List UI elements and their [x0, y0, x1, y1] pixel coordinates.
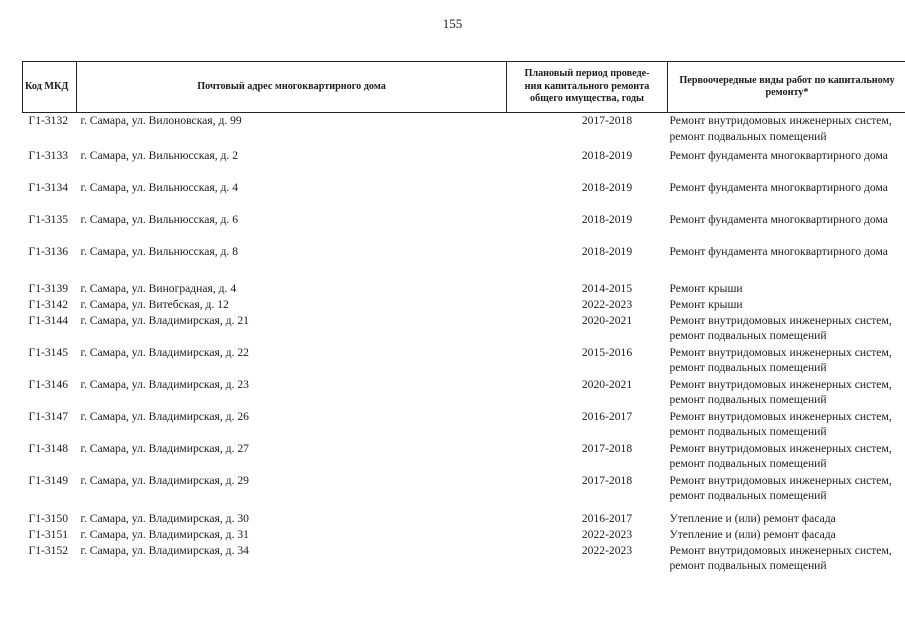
building-address: г. Самара, ул. Владимирская, д. 21	[80, 313, 249, 327]
repair-work-line: Ремонт фундамента многоквартирного дома	[669, 212, 888, 226]
building-address: г. Самара, ул. Владимирская, д. 31	[80, 527, 249, 541]
building-address: г. Самара, ул. Вильнюсская, д. 8	[80, 244, 239, 258]
building-address: г. Самара, ул. Виноградная, д. 4	[80, 281, 237, 295]
repair-period: 2016-2017	[581, 511, 633, 525]
building-code: Г1-3152	[28, 543, 69, 557]
page-number: 155	[442, 16, 463, 31]
header-works-line: ремонту*	[765, 87, 809, 98]
header-period	[507, 62, 668, 113]
repair-period: 2014-2015	[581, 281, 633, 295]
table-row	[23, 345, 905, 377]
repair-works	[668, 377, 905, 409]
table-row	[23, 297, 905, 313]
table-row	[23, 281, 905, 297]
table-row	[23, 180, 905, 212]
repair-period: 2022-2023	[581, 297, 633, 311]
repair-period: 2017-2018	[581, 114, 633, 127]
table-row	[23, 473, 905, 511]
header-row	[23, 62, 905, 113]
repair-work-line: Ремонт внутридомовых инженерных систем,	[669, 543, 892, 557]
building-code: Г1-3139	[28, 281, 69, 295]
repair-works	[668, 244, 905, 281]
repair-period: 2018-2019	[581, 180, 633, 194]
repair-work-line: ремонт подвальных помещений	[669, 457, 827, 470]
repair-work-line: Ремонт крыши	[669, 297, 743, 311]
repair-schedule-table	[22, 61, 905, 575]
repair-works	[668, 180, 905, 212]
header-works	[668, 62, 905, 113]
table-row	[23, 511, 905, 527]
building-code: Г1-3151	[28, 527, 69, 541]
building-code: Г1-3149	[28, 473, 69, 487]
building-address: г. Самара, ул. Владимирская, д. 29	[80, 473, 249, 487]
repair-works	[668, 473, 905, 511]
header-period-line: Плановый период проведе-	[524, 68, 650, 80]
building-code: Г1-3144	[28, 313, 69, 327]
building-address: г. Самара, ул. Витебская, д. 12	[80, 297, 229, 311]
repair-work-line: ремонт подвальных помещений	[669, 329, 827, 342]
repair-works	[668, 281, 905, 297]
table-row	[23, 148, 905, 180]
repair-works	[668, 441, 905, 473]
repair-period: 2020-2021	[581, 377, 633, 391]
building-code: Г1-3145	[28, 345, 69, 359]
building-address: г. Самара, ул. Вилоновская, д. 99	[80, 114, 242, 127]
building-code: Г1-3148	[28, 441, 69, 455]
building-code: Г1-3133	[28, 148, 69, 162]
building-code: Г1-3132	[28, 114, 69, 127]
repair-work-line: ремонт подвальных помещений	[669, 425, 827, 438]
building-code: Г1-3147	[28, 409, 69, 423]
header-works-line: Первоочередные виды работ по капитальному	[679, 74, 895, 86]
table-row	[23, 543, 905, 575]
repair-period: 2018-2019	[581, 148, 633, 162]
table-row	[23, 313, 905, 345]
building-code: Г1-3142	[28, 297, 69, 311]
building-code: Г1-3136	[28, 244, 69, 258]
repair-work-line: Ремонт внутридомовых инженерных систем,	[669, 345, 892, 359]
repair-works	[668, 113, 905, 148]
header-address: Почтовый адрес многоквартирного дома	[77, 62, 507, 113]
repair-period: 2022-2023	[581, 527, 633, 541]
repair-period: 2020-2021	[581, 313, 633, 327]
repair-work-line: Ремонт крыши	[669, 281, 743, 295]
building-address: г. Самара, ул. Владимирская, д. 30	[80, 511, 249, 525]
repair-works	[668, 345, 905, 377]
repair-work-line: Ремонт фундамента многоквартирного дома	[669, 244, 888, 258]
repair-work-line: ремонт подвальных помещений	[669, 393, 827, 406]
repair-works	[668, 409, 905, 441]
building-code: Г1-3135	[28, 212, 69, 226]
repair-works	[668, 511, 905, 527]
building-code: Г1-3150	[28, 511, 69, 525]
repair-work-line: Утепление и (или) ремонт фасада	[669, 511, 836, 525]
building-address: г. Самара, ул. Владимирская, д. 23	[80, 377, 249, 391]
repair-period: 2016-2017	[581, 409, 633, 423]
repair-works	[668, 148, 905, 180]
building-address: г. Самара, ул. Владимирская, д. 27	[80, 441, 249, 455]
repair-period: 2015-2016	[581, 345, 633, 359]
repair-work-line: ремонт подвальных помещений	[669, 129, 827, 143]
table-row	[23, 527, 905, 543]
repair-work-line: ремонт подвальных помещений	[669, 489, 827, 502]
building-address: г. Самара, ул. Вильнюсская, д. 6	[80, 212, 239, 226]
header-code: Код МКД	[23, 62, 77, 113]
repair-works	[668, 527, 905, 543]
repair-work-line: Ремонт внутридомовых инженерных систем,	[669, 409, 892, 423]
table-row	[23, 441, 905, 473]
repair-work-line: ремонт подвальных помещений	[669, 361, 827, 374]
table-row	[23, 409, 905, 441]
repair-works	[668, 297, 905, 313]
repair-period: 2018-2019	[581, 244, 633, 258]
repair-period: 2017-2018	[581, 441, 633, 455]
repair-work-line: Ремонт фундамента многоквартирного дома	[669, 180, 888, 194]
building-address: г. Самара, ул. Владимирская, д. 34	[80, 543, 249, 557]
building-address: г. Самара, ул. Вильнюсская, д. 2	[80, 148, 239, 162]
table-row	[23, 244, 905, 281]
table-body	[23, 113, 905, 575]
repair-works	[668, 212, 905, 244]
building-address: г. Самара, ул. Владимирская, д. 26	[80, 409, 249, 423]
repair-work-line: Ремонт фундамента многоквартирного дома	[669, 148, 888, 162]
repair-period: 2022-2023	[581, 543, 633, 557]
repair-work-line: Ремонт внутридомовых инженерных систем,	[669, 114, 892, 127]
repair-works	[668, 543, 905, 575]
repair-works	[668, 313, 905, 345]
repair-work-line: Утепление и (или) ремонт фасада	[669, 527, 836, 541]
repair-work-line: Ремонт внутридомовых инженерных систем,	[669, 473, 892, 487]
building-address: г. Самара, ул. Владимирская, д. 22	[80, 345, 249, 359]
header-period-line: ния капитального ремонта	[524, 80, 650, 92]
table-row	[23, 212, 905, 244]
table-row	[23, 377, 905, 409]
repair-work-line: ремонт подвальных помещений	[669, 559, 827, 572]
repair-period: 2017-2018	[581, 473, 633, 487]
repair-work-line: Ремонт внутридомовых инженерных систем,	[669, 377, 892, 391]
header-period-line: общего имущества, годы	[530, 93, 644, 105]
building-address: г. Самара, ул. Вильнюсская, д. 4	[80, 180, 239, 194]
repair-period: 2018-2019	[581, 212, 633, 226]
building-code: Г1-3146	[28, 377, 69, 391]
repair-work-line: Ремонт внутридомовых инженерных систем,	[669, 441, 892, 455]
repair-work-line: Ремонт внутридомовых инженерных систем,	[669, 313, 892, 327]
table-row	[23, 113, 905, 148]
table-header	[23, 62, 905, 113]
building-code: Г1-3134	[28, 180, 69, 194]
